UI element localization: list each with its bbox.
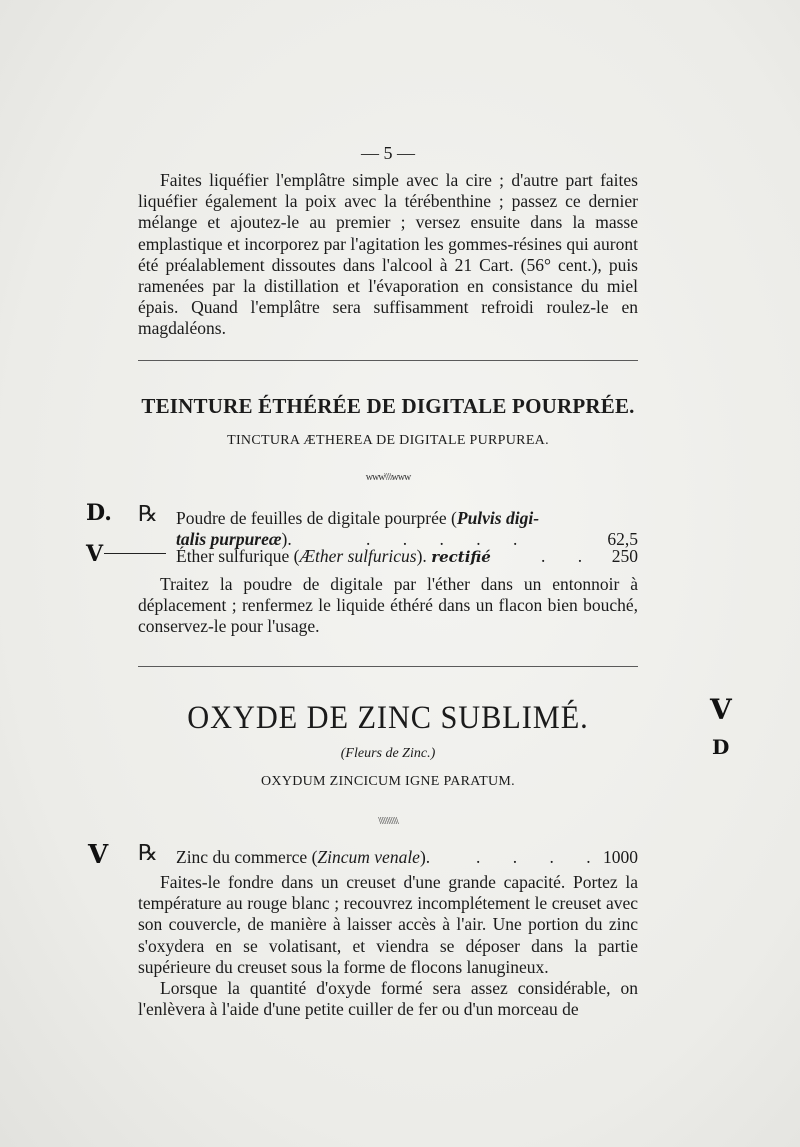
- section-divider-2: [138, 666, 638, 667]
- handwritten-rectifie: rectifié: [431, 548, 491, 566]
- margin-note-v1: V: [86, 541, 104, 567]
- section2-latin-title: OXYDUM ZINCICUM IGNE PARATUM.: [261, 774, 515, 789]
- recipe-symbol-icon: ℞: [138, 841, 158, 866]
- section1-latin-title: TINCTURA ÆTHEREA DE DIGITALE PURPUREA.: [227, 433, 549, 448]
- section2-subtitle: (Fleurs de Zinc.): [340, 746, 436, 761]
- section1-ornament: www\\\\www: [365, 472, 411, 483]
- section2-paragraph-block: [138, 872, 638, 1020]
- page-number: — 5 —: [361, 143, 415, 163]
- section-divider-1: [138, 360, 638, 361]
- section1-item1-quantity: 62,5: [607, 529, 638, 549]
- section2-ornament: \\\\\\\\\\\: [378, 816, 398, 827]
- section2-paragraph1: Faites-le fondre dans un creuset d'une grande capacité. Portez la température au rouge blanc ; recouvrez incomplétement le creuset avec son couvercle, de manière à laisser accès à l'air. Une portion du zinc s'oxydera en se volatisant, et viendra se déposer dans la partie supérieure du creuset sous la forme de flocons lanugineux.: [138, 872, 638, 977]
- section1-item1-line1: Poudre de feuilles de digitale pourprée (Pulvis digi-: [176, 508, 540, 528]
- margin-note-stroke: [104, 553, 166, 554]
- intro-paragraph: Faites liquéfier l'emplâtre simple avec la cire ; d'autre part faites liquéfier également la poix avec la térébenthine ; passez ce dernier mélange et ajoutez-le au premier ; versez ensuite dans la masse emplastique et incorporez par l'agitation les gommes-résines qui auront été préalablement dissoutes dans l'alcool à 21 Cart. (56° cent.), puis ramenées par la distillation et l'évaporation en consistance du miel épais. Quand l'emplâtre sera suffisamment refroidi roulez-le en magdaléons.: [138, 170, 638, 339]
- margin-note-d-right: D: [712, 735, 730, 759]
- section1-paragraph: Traitez la poudre de digitale par l'éther dans un entonnoir à déplacement ; renfermez le liquide éthéré dans un flacon bien bouché, conservez-le pour l'usage.: [138, 574, 638, 637]
- section1-paragraph-block: [138, 574, 638, 638]
- margin-note-v-right: V: [710, 693, 732, 726]
- section2-paragraph2: Lorsque la quantité d'oxyde formé sera assez considérable, on l'enlèvera à l'aide d'une petite cuiller de fer ou d'un morceau de: [138, 978, 638, 1020]
- section2-title: OXYDE DE ZINC SUBLIMÉ.: [187, 700, 589, 736]
- margin-note-d: D.: [86, 500, 112, 526]
- section1-title: TEINTURE ÉTHÉRÉE DE DIGITALE POURPRÉE.: [141, 394, 635, 418]
- section2-item1-line: Zinc du commerce (Zincum venale). . . . . 1000: [176, 847, 638, 867]
- section1-item1-line2: talis purpureæ). . . . . . 62,5: [176, 529, 638, 549]
- section1-item2-quantity: 250: [611, 546, 638, 566]
- recipe-symbol-icon: ℞: [138, 502, 158, 527]
- intro-paragraph-block: [138, 170, 638, 340]
- section2-item1-quantity: 1000: [603, 847, 638, 867]
- margin-note-v-bottom: V: [88, 840, 109, 870]
- section1-item2-line: Éther sulfurique (Æther sulfuricus). rectifié . . 250: [176, 546, 638, 566]
